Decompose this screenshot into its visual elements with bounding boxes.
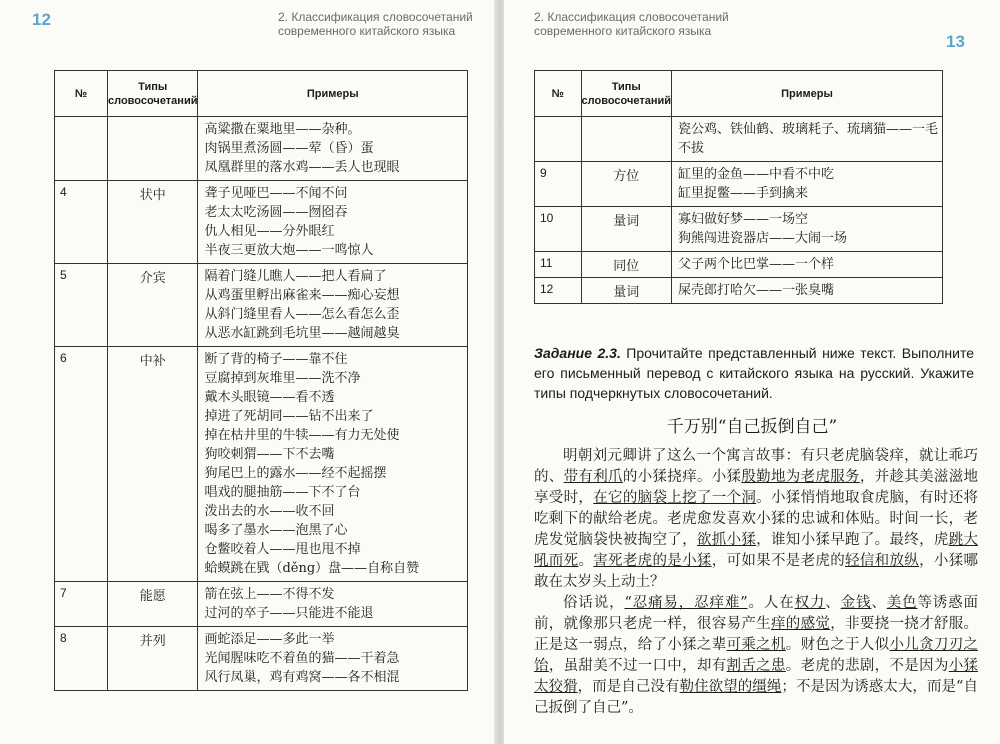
column-header: Типы словосочетаний (108, 71, 198, 117)
left-page (0, 0, 496, 744)
example-line: 戴木头眼镜——看不透 (204, 390, 335, 405)
examples-cell (198, 582, 468, 627)
page-number: 12 (32, 10, 51, 29)
underlined-phrase: 痒的感觉 (770, 616, 831, 632)
example-line: 半夜三更放大炮——一鸣惊人 (204, 243, 374, 258)
example-line: 仇人相见——分外眼红 (204, 224, 335, 239)
text-segment: 的小猱挠痒。小猱 (622, 469, 742, 485)
underlined-phrase: 欲抓小猱 (696, 532, 757, 548)
example-line: 聋子见哑巴——不闻不问 (204, 186, 348, 201)
example-line: 老太太吃汤圆——囫囵吞 (204, 205, 348, 220)
example-line: 仓鳖咬着人——甩也甩不掉 (204, 542, 361, 557)
page-number: 13 (946, 32, 965, 51)
example-line: 风行凤巢，鸡有鸡窝——各不相混 (204, 670, 400, 685)
example-line: 肉锅里煮汤圆——荤（昏）蛋 (204, 141, 374, 156)
text-segment: ，可如果不是老虎的 (711, 553, 846, 569)
underlined-phrase: 小猱太狡猾 (534, 658, 979, 695)
text-segment: ，谁知小猱早跑了。最终，虎 (756, 532, 949, 548)
example-line: 箭在弦上——不得不发 (204, 587, 335, 602)
example-line: 从斜门缝里看人——怎么看怎么歪 (204, 307, 400, 322)
example-line: 蛤蟆跳在戥（děng）盘——自称自赞 (204, 561, 420, 576)
table-row (55, 117, 468, 181)
table-row (55, 627, 468, 691)
examples-cell (198, 264, 468, 347)
table-row (535, 117, 943, 162)
example-line: 不拔 (677, 141, 704, 156)
example-line: 唱戏的腿抽筋——下不了台 (204, 485, 361, 500)
example-line: 缸里的金鱼——中看不中吃 (677, 167, 834, 182)
phrase-type (108, 117, 198, 181)
story-paragraph (534, 446, 978, 593)
story-paragraph (534, 593, 978, 719)
text-segment: ，而是自己没有 (577, 679, 680, 695)
column-header: Примеры (198, 71, 468, 117)
row-number (55, 117, 108, 181)
row-number: 6 (55, 347, 108, 582)
table-row (535, 252, 943, 278)
text-segment: 俗话说， (563, 595, 625, 611)
underlined-phrase: 勒住欲望的缰绳 (679, 679, 782, 695)
story-text (534, 446, 978, 719)
examples-cell (198, 181, 468, 264)
running-head-line: современного китайского языка (278, 24, 456, 38)
underlined-phrase: 轻信和放纵 (845, 553, 920, 569)
table-row (535, 207, 943, 252)
phrase-type: 状中 (108, 181, 198, 264)
table-row (55, 582, 468, 627)
text-segment: ，并趁其美滋滋地享受时， (534, 469, 979, 506)
assignment-label: Задание 2.3. (534, 345, 621, 361)
row-number: 7 (55, 582, 108, 627)
examples-cell (671, 207, 942, 252)
text-segment: 、 (871, 595, 887, 611)
text-segment: ，小猱哪敢在太岁头上动土？ (534, 553, 979, 590)
underlined-phrase: 美色 (886, 595, 918, 611)
underlined-phrase: “忍痛易，忍痒难” (624, 595, 748, 611)
example-line: 狗尾巴上的露水——经不起摇摆 (204, 466, 387, 481)
underlined-phrase: 割舌之患 (726, 658, 786, 674)
example-line: 从鸡蛋里孵出麻雀来——痴心妄想 (204, 288, 400, 303)
text-segment: 。人在 (747, 595, 795, 611)
running-head (278, 10, 473, 38)
phrase-type (581, 117, 671, 162)
text-segment: 。 (578, 553, 594, 569)
example-line: 高粱撒在粟地里——杂种。 (204, 122, 361, 137)
example-line: 断了背的椅子——靠不住 (204, 352, 348, 367)
underlined-phrase: 带有利爪 (563, 469, 623, 485)
text-segment: 、 (825, 595, 841, 611)
example-line: 光闻腥味吃不着鱼的猫——干着急 (204, 651, 400, 666)
right-page (504, 0, 1000, 744)
column-header: № (535, 71, 582, 117)
text-segment: 等诱惑面前，就像那只老虎一样，很容易产生 (534, 595, 979, 632)
examples-cell (198, 627, 468, 691)
text-segment: ，虽甜美不过一口中，却有 (548, 658, 727, 674)
example-line: 狗熊闯进瓷器店——大闹一场 (677, 231, 847, 246)
phrase-type: 同位 (581, 252, 671, 278)
underlined-phrase: 在它的脑袋上挖了一个洞 (593, 490, 757, 506)
examples-cell (671, 252, 942, 278)
text-title: 千万别“自己扳倒自己” (666, 417, 838, 437)
phrase-type: 并列 (108, 627, 198, 691)
underlined-phrase: 害死老虎的是小猱 (593, 553, 712, 569)
examples-cell (671, 117, 942, 162)
row-number: 8 (55, 627, 108, 691)
text-segment: 明朝刘元卿讲了这么一个寓言故事：有只老虎脑袋痒，就让乖巧的、 (534, 448, 978, 485)
example-line: 画蛇添足——多此一举 (204, 632, 335, 647)
row-number (535, 117, 582, 162)
example-line: 掉进了死胡同——钻不出来了 (204, 409, 374, 424)
underlined-phrase: 跳大吼而死 (534, 532, 979, 569)
phrase-type: 量词 (581, 207, 671, 252)
table-row (535, 162, 943, 207)
example-line: 掉在枯井里的牛犊——有力无处使 (204, 428, 400, 443)
example-line: 狗咬刺猬——下不去嘴 (204, 447, 335, 462)
example-line: 过河的卒子——只能进不能退 (204, 606, 374, 621)
example-line: 从恶水缸跳到毛坑里——越闹越臭 (204, 326, 400, 341)
column-header: Типы словосочетаний (581, 71, 671, 117)
running-head (534, 10, 729, 38)
examples-cell (671, 162, 942, 207)
text-segment: 。老虎的悲剧，不是因为 (785, 658, 949, 674)
example-line: 喝多了墨水——泡黑了心 (204, 523, 348, 538)
running-head-line: современного китайского языка (534, 24, 712, 38)
text-segment: ，非要挠一挠才舒服。正是这一弱点，给了小猱之辈 (534, 616, 979, 653)
example-line: 凤凰群里的落水鸡——丢人也现眼 (204, 160, 400, 175)
example-line: 泼出去的水——收不回 (204, 504, 335, 519)
underlined-phrase: 殷勤地为老虎服务 (741, 469, 860, 485)
example-line: 缸里捉鳖——手到擒来 (677, 186, 808, 201)
examples-cell (671, 278, 942, 304)
row-number: 12 (535, 278, 582, 304)
phrase-type: 中补 (108, 347, 198, 582)
example-line: 屎壳郎打哈欠——一张臭嘴 (677, 283, 834, 298)
underlined-phrase: 小儿贪刀刃之饴 (534, 637, 979, 674)
running-head-line: 2. Классификация словосочетаний (278, 10, 473, 24)
row-number: 4 (55, 181, 108, 264)
examples-cell (198, 347, 468, 582)
example-line: 父子两个比巴掌——一个样 (677, 257, 834, 272)
table-row (535, 278, 943, 304)
text-segment: 。小猱悄悄地取食虎脑，有时还将吃剩下的献给老虎。老虎愈发喜欢小猱的忠诚和体贴。时间一长，老虎发觉脑袋快被掏空了， (534, 490, 979, 548)
example-line: 瓷公鸡、铁仙鹤、玻璃耗子、琉璃猫——一毛 (677, 122, 938, 137)
column-header: № (55, 71, 108, 117)
phrase-table (54, 70, 468, 691)
phrase-type: 介宾 (108, 264, 198, 347)
example-line: 豆腐掉到灰堆里——洗不净 (204, 371, 361, 386)
table-row (55, 347, 468, 582)
assignment-text (534, 343, 974, 403)
phrase-type: 能愿 (108, 582, 198, 627)
underlined-phrase: 权力 (794, 595, 826, 611)
examples-cell (198, 117, 468, 181)
row-number: 5 (55, 264, 108, 347)
underlined-phrase: 可乘之机 (726, 637, 786, 653)
running-head-line: 2. Классификация словосочетаний (534, 10, 729, 24)
underlined-phrase: 金钱 (840, 595, 872, 611)
text-segment: ；不是因为诱惑太大，而是“自己扳倒了自己”。 (534, 679, 979, 716)
row-number: 11 (535, 252, 582, 278)
phrase-type: 方位 (581, 162, 671, 207)
assignment-instructions: Прочитайте представленный ниже текст. Выполните его письменный перевод с китайского языка на русский. Укажите типы подчеркнутых словосочетаний. (534, 345, 974, 401)
row-number: 10 (535, 207, 582, 252)
row-number: 9 (535, 162, 582, 207)
table-row (55, 181, 468, 264)
table-row (55, 264, 468, 347)
phrase-table (534, 70, 943, 304)
column-header: Примеры (671, 71, 942, 117)
text-segment: 。财色之于人似 (785, 637, 890, 653)
phrase-type: 量词 (581, 278, 671, 304)
example-line: 隔着门缝儿瞧人——把人看扁了 (204, 269, 387, 284)
example-line: 寡妇做好梦——一场空 (677, 212, 808, 227)
